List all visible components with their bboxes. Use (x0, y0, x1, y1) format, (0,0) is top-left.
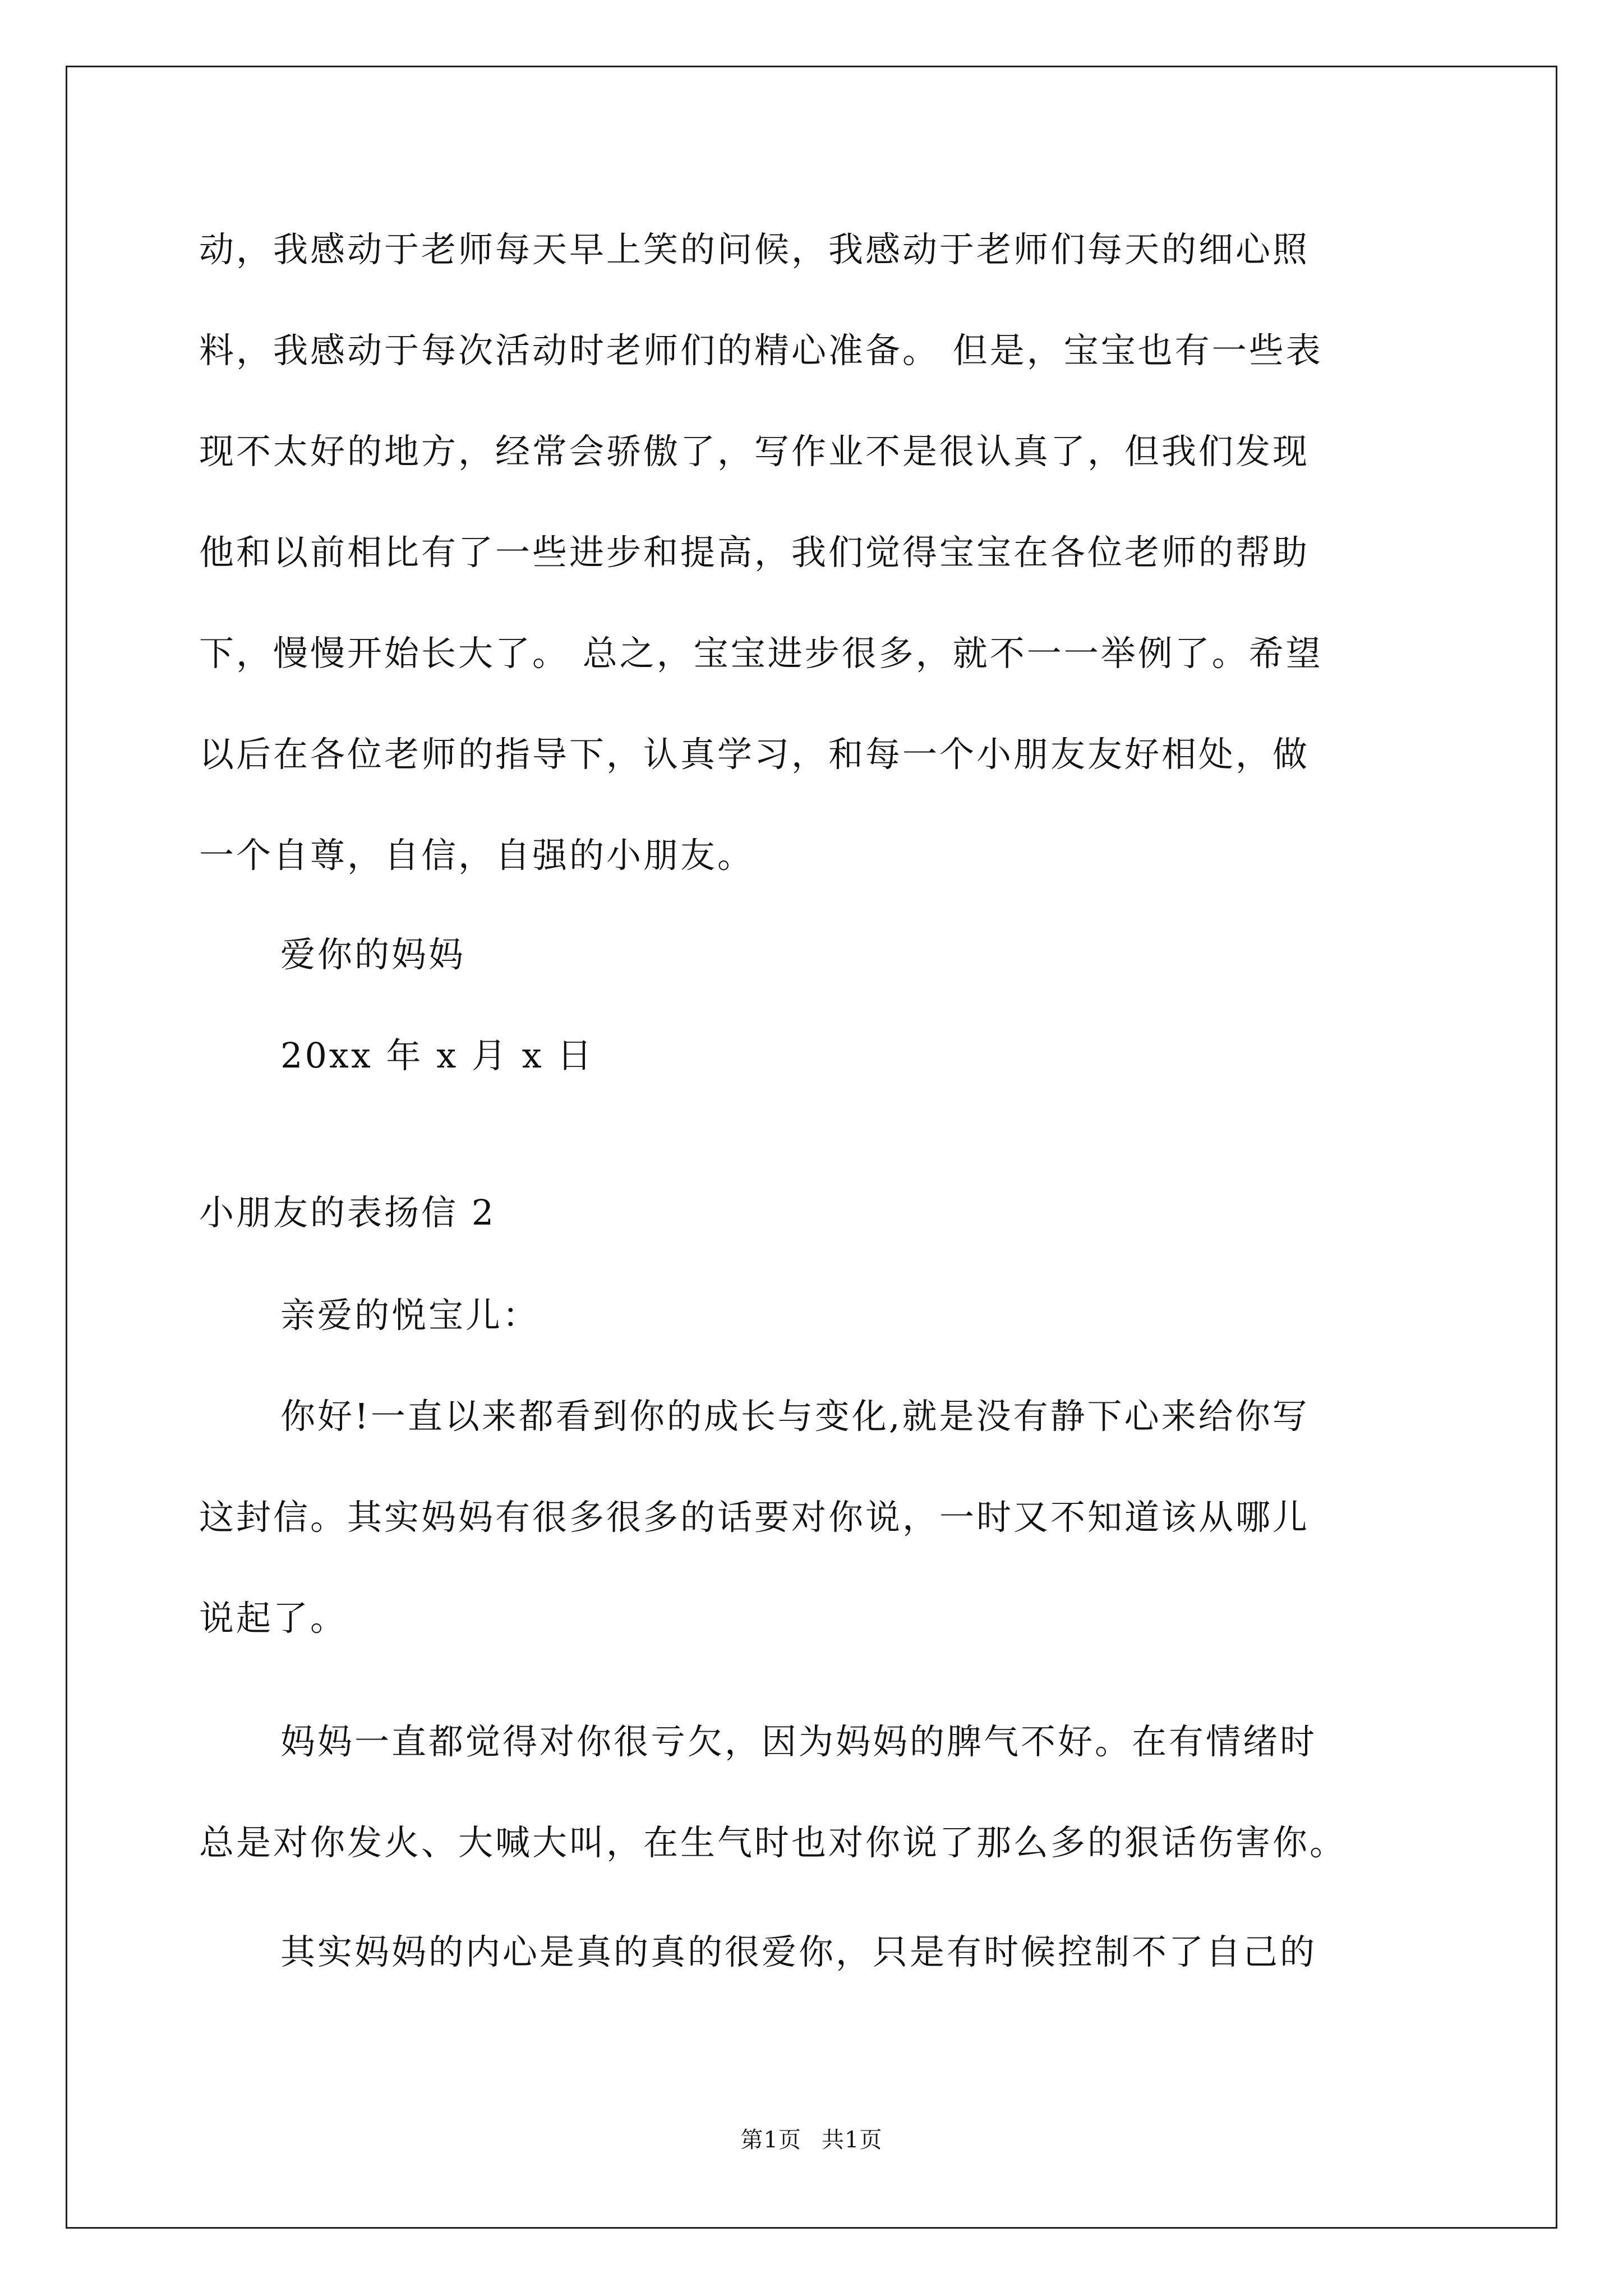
salutation: 亲爱的悦宝儿： (280, 1295, 540, 1336)
page-total: 共1页 (822, 2127, 883, 2153)
body-line: 料，我感动于每次活动时老师们的精心准备。 但是，宝宝也有一些表 (199, 330, 1323, 371)
body-line: 他和以前相比有了一些进步和提高，我们觉得宝宝在各位老师的帮助 (199, 532, 1310, 573)
body-line: 其实妈妈的内心是真的真的很爱你，只是有时候控制不了自己的 (280, 1931, 1317, 1972)
page-number: 第1页 (740, 2127, 801, 2153)
signature: 爱你的妈妈 (280, 934, 466, 975)
body-line: 动，我感动于老师每天早上笑的问候，我感动于老师们每天的细心照 (199, 229, 1310, 270)
body-line: 你好!一直以来都看到你的成长与变化,就是没有静下心来给你写 (280, 1396, 1310, 1437)
body-line: 现不太好的地方，经常会骄傲了，写作业不是很认真了，但我们发现 (199, 431, 1310, 472)
page-border (66, 66, 1557, 2229)
date-line: 20xx 年 x 月 x 日 (280, 1035, 594, 1076)
body-line: 下，慢慢开始长大了。 总之，宝宝进步很多，就不一一举例了。希望 (199, 633, 1323, 674)
body-line: 一个自尊，自信，自强的小朋友。 (199, 835, 755, 876)
body-line: 妈妈一直都觉得对你很亏欠，因为妈妈的脾气不好。在有情绪时 (280, 1721, 1317, 1762)
page-footer (0, 2126, 1623, 2154)
body-line: 说起了。 (199, 1598, 348, 1639)
body-line: 总是对你发火、大喊大叫，在生气时也对你说了那么多的狠话伤害你。 (199, 1822, 1347, 1863)
body-line: 以后在各位老师的指导下，认真学习，和每一个小朋友友好相处，做 (199, 734, 1310, 775)
body-line: 这封信。其实妈妈有很多很多的话要对你说，一时又不知道该从哪儿 (199, 1497, 1310, 1538)
section-heading: 小朋友的表扬信 2 (199, 1192, 496, 1233)
